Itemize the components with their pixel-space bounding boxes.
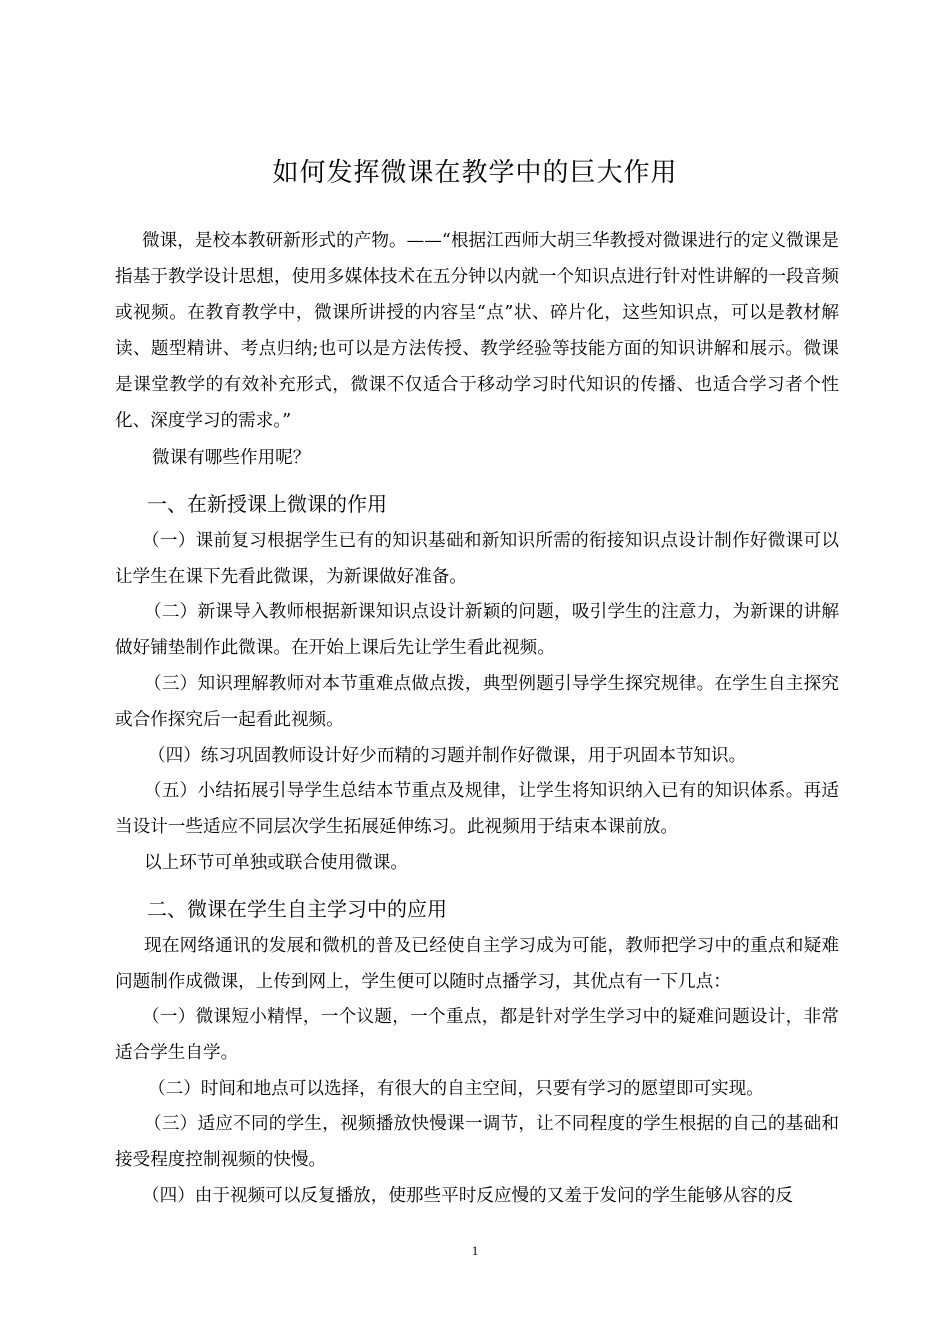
section-2-item-1: （一）微课短小精悍，一个议题，一个重点，都是针对学生学习中的疑难问题设计，非常适合学生自学。 <box>115 1007 839 1063</box>
intro-paragraph: 微课，是校本教研新形式的产物。——“根据江西师大胡三华教授对微课进行的定义微课是指基于教学设计思想，使用多媒体技术在五分钟以内就一个知识点进行针对性讲解的一段音频或视频。在教育教学中，微课所讲授的内容呈“点”状、碎片化，这些知识点，可以是教材解读、题型精讲、考点归纳;也可以是方法传授、教学经验等技能方面的知识讲解和展示。微课是课堂教学的有效补充形式，微课不仅适合于移动学习时代知识的传播、也适合学习者个性化、深度学习的需求。” <box>115 231 839 431</box>
section-2-intro: 现在网络通讯的发展和微机的普及已经使自主学习成为可能，教师把学习中的重点和疑难问题制作成微课，上传到网上，学生便可以随时点播学习，其优点有一下几点： <box>115 936 839 992</box>
document-title: 如何发挥微课在教学中的巨大作用 <box>272 158 678 188</box>
section-1-item-4: （四）练习巩固教师设计好少而精的习题并制作好微课，用于巩固本节知识。 <box>148 746 747 766</box>
section-1-item-5: （五）小结拓展引导学生总结本节重点及规律，让学生将知识纳入已有的知识体系。再适当设计一些适应不同层次学生拓展延伸练习。此视频用于结束本课前放。 <box>115 781 839 837</box>
section-2-item-3: （三）适应不同的学生，视频播放快慢课一调节，让不同程度的学生根据的自己的基础和接受程度控制视频的快慢。 <box>115 1114 839 1170</box>
page-number: 1 <box>471 1243 479 1258</box>
section-1-heading: 一、在新授课上微课的作用 <box>147 492 387 516</box>
section-1-item-2: （二）新课导入教师根据新课知识点设计新颖的问题，吸引学生的注意力，为新课的讲解做好铺垫制作此微课。在开始上课后先让学生看此视频。 <box>115 602 839 658</box>
section-1-item-1: （一）课前复习根据学生已有的知识基础和新知识所需的衔接知识点设计制作好微课可以让学生在课下先看此微课，为新课做好准备。 <box>115 531 839 587</box>
section-2-heading: 二、微课在学生自主学习中的应用 <box>147 897 447 921</box>
intro-question: 微课有哪些作用呢？ <box>152 448 311 468</box>
section-2-item-4: （四）由于视频可以反复播放，使那些平时反应慢的又羞于发问的学生能够从容的反 <box>142 1186 793 1206</box>
section-1-summary: 以上环节可单独或联合使用微课。 <box>144 853 408 873</box>
section-1-item-3: （三）知识理解教师对本节重难点做点拨，典型例题引导学生探究规律。在学生自主探究或合作探究后一起看此视频。 <box>115 674 839 730</box>
section-2-item-2: （二）时间和地点可以选择，有很大的自主空间，只要有学习的愿望即可实现。 <box>148 1079 764 1099</box>
